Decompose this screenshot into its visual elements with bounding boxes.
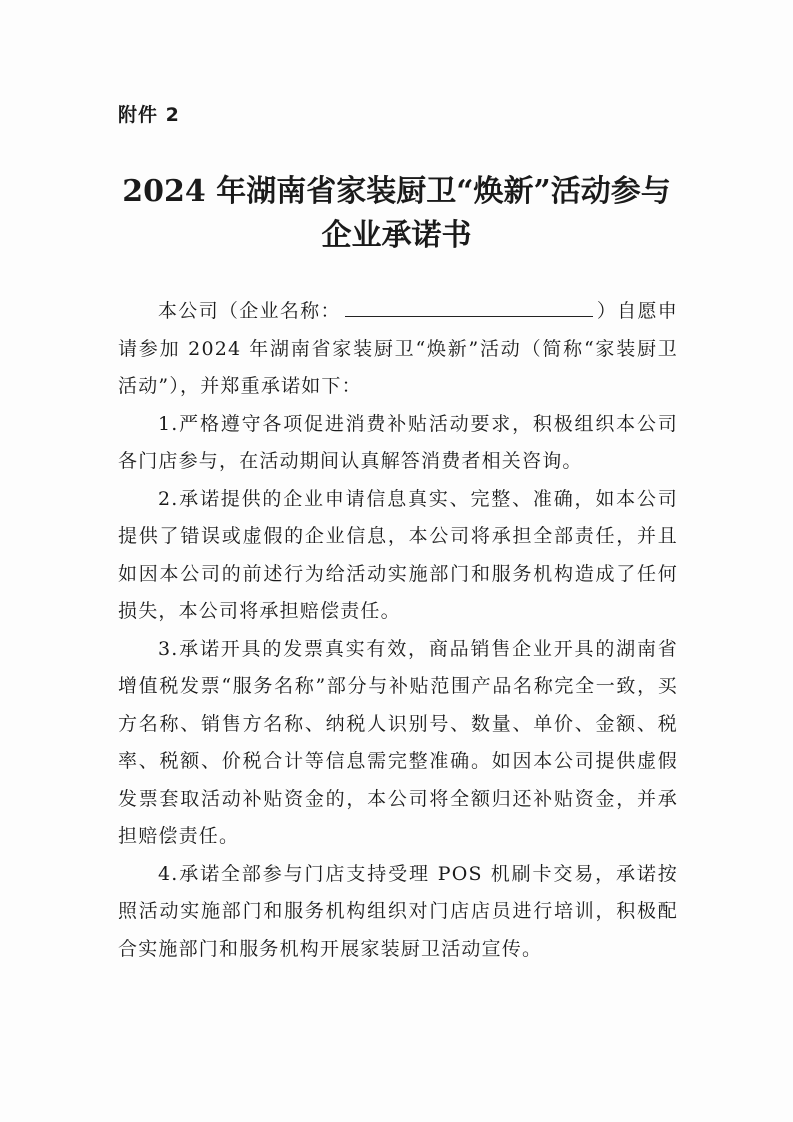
title-line-2: 企业承诺书: [321, 218, 472, 253]
intro-after-blank: ）自愿申请参加 2024 年湖南省家装厨卫“焕新”活动（简称“家装厨卫活动”），并郑重承诺如下：: [118, 300, 678, 397]
document-body: [118, 293, 678, 968]
commitment-item-1: 1.严格遵守各项促进消费补贴活动要求，积极组织本公司各门店参与，在活动期间认真解答消费者相关咨询。: [118, 412, 678, 472]
document-title: [0, 170, 793, 258]
attachment-label: 附件 2: [118, 104, 180, 126]
commitment-item-4: 4.承诺全部参与门店支持受理 POS 机刷卡交易，承诺按照活动实施部门和服务机构组织对门店店员进行培训，积极配合实施部门和服务机构开展家装厨卫活动宣传。: [118, 862, 678, 960]
intro-before-blank: 本公司（企业名称：: [158, 300, 341, 322]
title-line-1: 2024 年湖南省家装厨卫“焕新”活动参与: [122, 174, 671, 209]
commitment-item-2: 2.承诺提供的企业申请信息真实、完整、准确，如本公司提供了错误或虚假的企业信息，本公司将承担全部责任，并且如因本公司的前述行为给活动实施部门和服务机构造成了任何损失，本公司将承担赔偿责任。: [118, 487, 678, 622]
intro-paragraph: [118, 293, 678, 406]
commitment-item-3: 3.承诺开具的发票真实有效，商品销售企业开具的湖南省增值税发票“服务名称”部分与补贴范围产品名称完全一致，买方名称、销售方名称、纳税人识别号、数量、单价、金额、税率、税额、价税合计等信息需完整准确。如因本公司提供虚假发票套取活动补贴资金的，本公司将全额归还补贴资金，并承担赔偿责任。: [118, 637, 678, 847]
company-name-blank: [345, 298, 593, 317]
